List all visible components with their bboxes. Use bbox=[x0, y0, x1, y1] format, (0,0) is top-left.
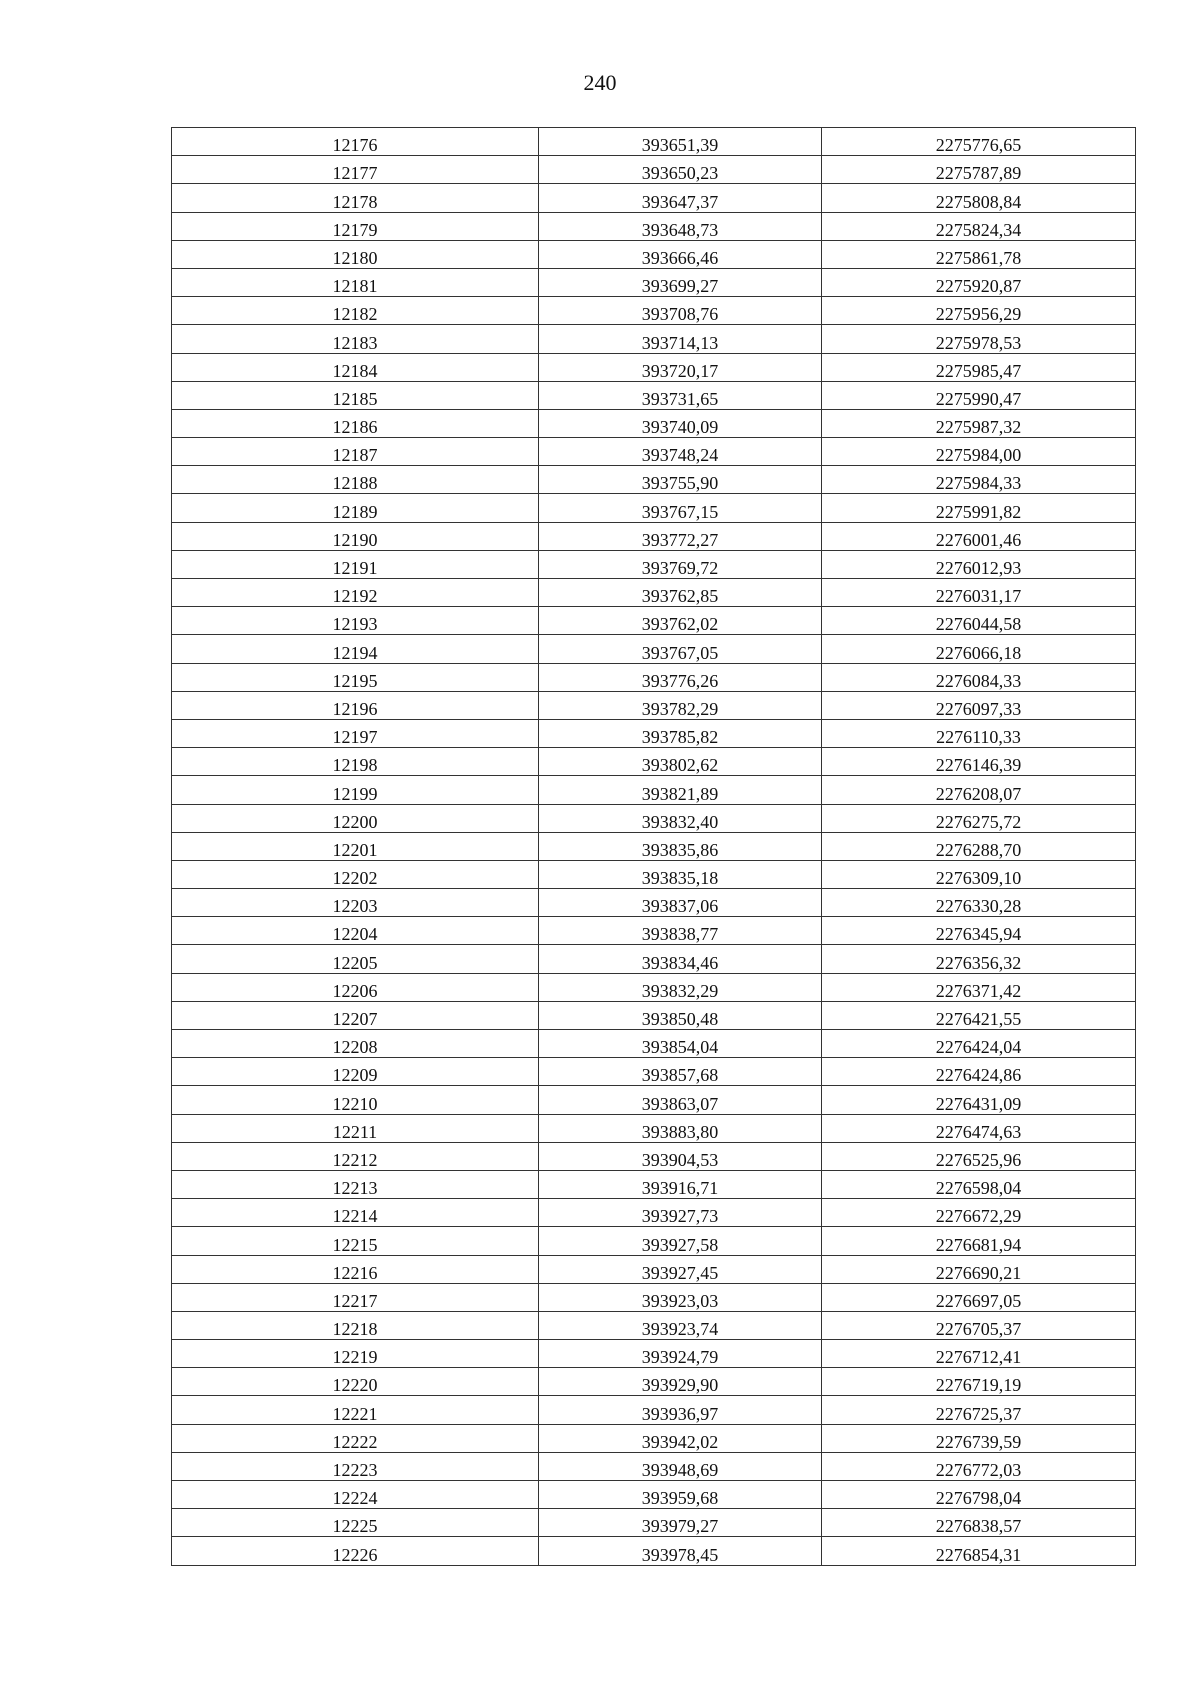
coordinates-table bbox=[171, 127, 1136, 1566]
y-coordinate-cell: 2275776,65 bbox=[822, 128, 1136, 156]
y-coordinate-cell: 2276712,41 bbox=[822, 1340, 1136, 1368]
table-row bbox=[172, 1537, 1136, 1565]
point-number-cell: 12191 bbox=[172, 550, 539, 578]
x-coordinate-cell: 393924,79 bbox=[539, 1340, 822, 1368]
x-coordinate-cell: 393720,17 bbox=[539, 353, 822, 381]
y-coordinate-cell: 2276044,58 bbox=[822, 607, 1136, 635]
table-row bbox=[172, 1058, 1136, 1086]
x-coordinate-cell: 393857,68 bbox=[539, 1058, 822, 1086]
table-row bbox=[172, 184, 1136, 212]
point-number-cell: 12190 bbox=[172, 522, 539, 550]
y-coordinate-cell: 2275787,89 bbox=[822, 156, 1136, 184]
x-coordinate-cell: 393832,29 bbox=[539, 973, 822, 1001]
x-coordinate-cell: 393927,58 bbox=[539, 1227, 822, 1255]
point-number-cell: 12213 bbox=[172, 1170, 539, 1198]
point-number-cell: 12192 bbox=[172, 579, 539, 607]
table-row bbox=[172, 156, 1136, 184]
x-coordinate-cell: 393838,77 bbox=[539, 917, 822, 945]
y-coordinate-cell: 2275861,78 bbox=[822, 240, 1136, 268]
point-number-cell: 12222 bbox=[172, 1424, 539, 1452]
y-coordinate-cell: 2275990,47 bbox=[822, 381, 1136, 409]
table-row bbox=[172, 1340, 1136, 1368]
y-coordinate-cell: 2276288,70 bbox=[822, 832, 1136, 860]
table-row bbox=[172, 889, 1136, 917]
y-coordinate-cell: 2276690,21 bbox=[822, 1255, 1136, 1283]
point-number-cell: 12188 bbox=[172, 466, 539, 494]
table-row bbox=[172, 860, 1136, 888]
table-row bbox=[172, 325, 1136, 353]
y-coordinate-cell: 2276309,10 bbox=[822, 860, 1136, 888]
x-coordinate-cell: 393740,09 bbox=[539, 409, 822, 437]
point-number-cell: 12178 bbox=[172, 184, 539, 212]
y-coordinate-cell: 2276739,59 bbox=[822, 1424, 1136, 1452]
y-coordinate-cell: 2276001,46 bbox=[822, 522, 1136, 550]
y-coordinate-cell: 2276066,18 bbox=[822, 635, 1136, 663]
table-row bbox=[172, 522, 1136, 550]
point-number-cell: 12197 bbox=[172, 719, 539, 747]
x-coordinate-cell: 393837,06 bbox=[539, 889, 822, 917]
point-number-cell: 12181 bbox=[172, 268, 539, 296]
y-coordinate-cell: 2276356,32 bbox=[822, 945, 1136, 973]
y-coordinate-cell: 2276146,39 bbox=[822, 748, 1136, 776]
table-row bbox=[172, 945, 1136, 973]
table-row bbox=[172, 438, 1136, 466]
x-coordinate-cell: 393850,48 bbox=[539, 1001, 822, 1029]
x-coordinate-cell: 393755,90 bbox=[539, 466, 822, 494]
point-number-cell: 12183 bbox=[172, 325, 539, 353]
table-row bbox=[172, 579, 1136, 607]
y-coordinate-cell: 2276598,04 bbox=[822, 1170, 1136, 1198]
y-coordinate-cell: 2276719,19 bbox=[822, 1368, 1136, 1396]
table-row bbox=[172, 466, 1136, 494]
point-number-cell: 12210 bbox=[172, 1086, 539, 1114]
point-number-cell: 12215 bbox=[172, 1227, 539, 1255]
point-number-cell: 12185 bbox=[172, 381, 539, 409]
point-number-cell: 12179 bbox=[172, 212, 539, 240]
table-row bbox=[172, 917, 1136, 945]
table-row bbox=[172, 1481, 1136, 1509]
x-coordinate-cell: 393647,37 bbox=[539, 184, 822, 212]
point-number-cell: 12218 bbox=[172, 1311, 539, 1339]
point-number-cell: 12202 bbox=[172, 860, 539, 888]
table-row bbox=[172, 494, 1136, 522]
y-coordinate-cell: 2276697,05 bbox=[822, 1283, 1136, 1311]
x-coordinate-cell: 393769,72 bbox=[539, 550, 822, 578]
table-row bbox=[172, 381, 1136, 409]
point-number-cell: 12189 bbox=[172, 494, 539, 522]
point-number-cell: 12212 bbox=[172, 1142, 539, 1170]
y-coordinate-cell: 2276330,28 bbox=[822, 889, 1136, 917]
point-number-cell: 12225 bbox=[172, 1509, 539, 1537]
y-coordinate-cell: 2275824,34 bbox=[822, 212, 1136, 240]
table-row bbox=[172, 1086, 1136, 1114]
y-coordinate-cell: 2275984,00 bbox=[822, 438, 1136, 466]
point-number-cell: 12203 bbox=[172, 889, 539, 917]
x-coordinate-cell: 393979,27 bbox=[539, 1509, 822, 1537]
y-coordinate-cell: 2276772,03 bbox=[822, 1452, 1136, 1480]
point-number-cell: 12184 bbox=[172, 353, 539, 381]
x-coordinate-cell: 393863,07 bbox=[539, 1086, 822, 1114]
point-number-cell: 12198 bbox=[172, 748, 539, 776]
point-number-cell: 12193 bbox=[172, 607, 539, 635]
x-coordinate-cell: 393821,89 bbox=[539, 776, 822, 804]
table-row bbox=[172, 691, 1136, 719]
table-row bbox=[172, 212, 1136, 240]
x-coordinate-cell: 393927,45 bbox=[539, 1255, 822, 1283]
y-coordinate-cell: 2276208,07 bbox=[822, 776, 1136, 804]
table-row bbox=[172, 1255, 1136, 1283]
y-coordinate-cell: 2276345,94 bbox=[822, 917, 1136, 945]
point-number-cell: 12220 bbox=[172, 1368, 539, 1396]
table-row bbox=[172, 1509, 1136, 1537]
y-coordinate-cell: 2276681,94 bbox=[822, 1227, 1136, 1255]
x-coordinate-cell: 393959,68 bbox=[539, 1481, 822, 1509]
x-coordinate-cell: 393767,05 bbox=[539, 635, 822, 663]
point-number-cell: 12206 bbox=[172, 973, 539, 1001]
x-coordinate-cell: 393923,74 bbox=[539, 1311, 822, 1339]
table-row bbox=[172, 804, 1136, 832]
y-coordinate-cell: 2276725,37 bbox=[822, 1396, 1136, 1424]
point-number-cell: 12182 bbox=[172, 297, 539, 325]
table-row bbox=[172, 1114, 1136, 1142]
table-row bbox=[172, 128, 1136, 156]
x-coordinate-cell: 393785,82 bbox=[539, 719, 822, 747]
y-coordinate-cell: 2276424,86 bbox=[822, 1058, 1136, 1086]
x-coordinate-cell: 393731,65 bbox=[539, 381, 822, 409]
y-coordinate-cell: 2276012,93 bbox=[822, 550, 1136, 578]
x-coordinate-cell: 393942,02 bbox=[539, 1424, 822, 1452]
x-coordinate-cell: 393762,02 bbox=[539, 607, 822, 635]
y-coordinate-cell: 2275978,53 bbox=[822, 325, 1136, 353]
y-coordinate-cell: 2276084,33 bbox=[822, 663, 1136, 691]
y-coordinate-cell: 2276371,42 bbox=[822, 973, 1136, 1001]
point-number-cell: 12200 bbox=[172, 804, 539, 832]
table-row bbox=[172, 1142, 1136, 1170]
x-coordinate-cell: 393762,85 bbox=[539, 579, 822, 607]
y-coordinate-cell: 2275991,82 bbox=[822, 494, 1136, 522]
point-number-cell: 12180 bbox=[172, 240, 539, 268]
table-row bbox=[172, 1283, 1136, 1311]
x-coordinate-cell: 393648,73 bbox=[539, 212, 822, 240]
y-coordinate-cell: 2275984,33 bbox=[822, 466, 1136, 494]
table-row bbox=[172, 663, 1136, 691]
x-coordinate-cell: 393904,53 bbox=[539, 1142, 822, 1170]
point-number-cell: 12177 bbox=[172, 156, 539, 184]
x-coordinate-cell: 393929,90 bbox=[539, 1368, 822, 1396]
point-number-cell: 12224 bbox=[172, 1481, 539, 1509]
table-row bbox=[172, 240, 1136, 268]
table-row bbox=[172, 268, 1136, 296]
point-number-cell: 12186 bbox=[172, 409, 539, 437]
x-coordinate-cell: 393854,04 bbox=[539, 1030, 822, 1058]
page-number: 240 bbox=[583, 70, 617, 95]
coordinates-table-body bbox=[172, 128, 1136, 1566]
point-number-cell: 12207 bbox=[172, 1001, 539, 1029]
x-coordinate-cell: 393782,29 bbox=[539, 691, 822, 719]
table-row bbox=[172, 832, 1136, 860]
table-row bbox=[172, 1311, 1136, 1339]
table-row bbox=[172, 748, 1136, 776]
table-row bbox=[172, 297, 1136, 325]
table-row bbox=[172, 353, 1136, 381]
x-coordinate-cell: 393832,40 bbox=[539, 804, 822, 832]
point-number-cell: 12199 bbox=[172, 776, 539, 804]
x-coordinate-cell: 393978,45 bbox=[539, 1537, 822, 1565]
x-coordinate-cell: 393927,73 bbox=[539, 1199, 822, 1227]
y-coordinate-cell: 2276424,04 bbox=[822, 1030, 1136, 1058]
point-number-cell: 12196 bbox=[172, 691, 539, 719]
y-coordinate-cell: 2275987,32 bbox=[822, 409, 1136, 437]
table-row bbox=[172, 719, 1136, 747]
x-coordinate-cell: 393883,80 bbox=[539, 1114, 822, 1142]
point-number-cell: 12201 bbox=[172, 832, 539, 860]
y-coordinate-cell: 2276705,37 bbox=[822, 1311, 1136, 1339]
x-coordinate-cell: 393748,24 bbox=[539, 438, 822, 466]
x-coordinate-cell: 393666,46 bbox=[539, 240, 822, 268]
y-coordinate-cell: 2275985,47 bbox=[822, 353, 1136, 381]
table-row bbox=[172, 1001, 1136, 1029]
x-coordinate-cell: 393835,18 bbox=[539, 860, 822, 888]
x-coordinate-cell: 393650,23 bbox=[539, 156, 822, 184]
x-coordinate-cell: 393802,62 bbox=[539, 748, 822, 776]
y-coordinate-cell: 2275808,84 bbox=[822, 184, 1136, 212]
table-row bbox=[172, 1368, 1136, 1396]
table-row bbox=[172, 1424, 1136, 1452]
point-number-cell: 12176 bbox=[172, 128, 539, 156]
point-number-cell: 12209 bbox=[172, 1058, 539, 1086]
y-coordinate-cell: 2275956,29 bbox=[822, 297, 1136, 325]
table-row bbox=[172, 1199, 1136, 1227]
x-coordinate-cell: 393834,46 bbox=[539, 945, 822, 973]
table-row bbox=[172, 1227, 1136, 1255]
table-row bbox=[172, 1452, 1136, 1480]
y-coordinate-cell: 2276275,72 bbox=[822, 804, 1136, 832]
x-coordinate-cell: 393835,86 bbox=[539, 832, 822, 860]
x-coordinate-cell: 393767,15 bbox=[539, 494, 822, 522]
x-coordinate-cell: 393699,27 bbox=[539, 268, 822, 296]
point-number-cell: 12187 bbox=[172, 438, 539, 466]
y-coordinate-cell: 2275920,87 bbox=[822, 268, 1136, 296]
point-number-cell: 12205 bbox=[172, 945, 539, 973]
point-number-cell: 12204 bbox=[172, 917, 539, 945]
x-coordinate-cell: 393651,39 bbox=[539, 128, 822, 156]
y-coordinate-cell: 2276798,04 bbox=[822, 1481, 1136, 1509]
y-coordinate-cell: 2276474,63 bbox=[822, 1114, 1136, 1142]
y-coordinate-cell: 2276838,57 bbox=[822, 1509, 1136, 1537]
y-coordinate-cell: 2276525,96 bbox=[822, 1142, 1136, 1170]
table-row bbox=[172, 550, 1136, 578]
point-number-cell: 12211 bbox=[172, 1114, 539, 1142]
x-coordinate-cell: 393936,97 bbox=[539, 1396, 822, 1424]
y-coordinate-cell: 2276431,09 bbox=[822, 1086, 1136, 1114]
point-number-cell: 12221 bbox=[172, 1396, 539, 1424]
y-coordinate-cell: 2276097,33 bbox=[822, 691, 1136, 719]
point-number-cell: 12194 bbox=[172, 635, 539, 663]
x-coordinate-cell: 393948,69 bbox=[539, 1452, 822, 1480]
point-number-cell: 12195 bbox=[172, 663, 539, 691]
table-row bbox=[172, 973, 1136, 1001]
table-row bbox=[172, 1170, 1136, 1198]
x-coordinate-cell: 393923,03 bbox=[539, 1283, 822, 1311]
point-number-cell: 12208 bbox=[172, 1030, 539, 1058]
y-coordinate-cell: 2276672,29 bbox=[822, 1199, 1136, 1227]
y-coordinate-cell: 2276854,31 bbox=[822, 1537, 1136, 1565]
table-row bbox=[172, 635, 1136, 663]
point-number-cell: 12223 bbox=[172, 1452, 539, 1480]
point-number-cell: 12216 bbox=[172, 1255, 539, 1283]
x-coordinate-cell: 393714,13 bbox=[539, 325, 822, 353]
x-coordinate-cell: 393776,26 bbox=[539, 663, 822, 691]
point-number-cell: 12217 bbox=[172, 1283, 539, 1311]
x-coordinate-cell: 393772,27 bbox=[539, 522, 822, 550]
table-row bbox=[172, 409, 1136, 437]
y-coordinate-cell: 2276110,33 bbox=[822, 719, 1136, 747]
x-coordinate-cell: 393708,76 bbox=[539, 297, 822, 325]
table-row bbox=[172, 776, 1136, 804]
table-row bbox=[172, 1030, 1136, 1058]
table-row bbox=[172, 1396, 1136, 1424]
table-row bbox=[172, 607, 1136, 635]
y-coordinate-cell: 2276031,17 bbox=[822, 579, 1136, 607]
y-coordinate-cell: 2276421,55 bbox=[822, 1001, 1136, 1029]
point-number-cell: 12214 bbox=[172, 1199, 539, 1227]
point-number-cell: 12219 bbox=[172, 1340, 539, 1368]
x-coordinate-cell: 393916,71 bbox=[539, 1170, 822, 1198]
point-number-cell: 12226 bbox=[172, 1537, 539, 1565]
